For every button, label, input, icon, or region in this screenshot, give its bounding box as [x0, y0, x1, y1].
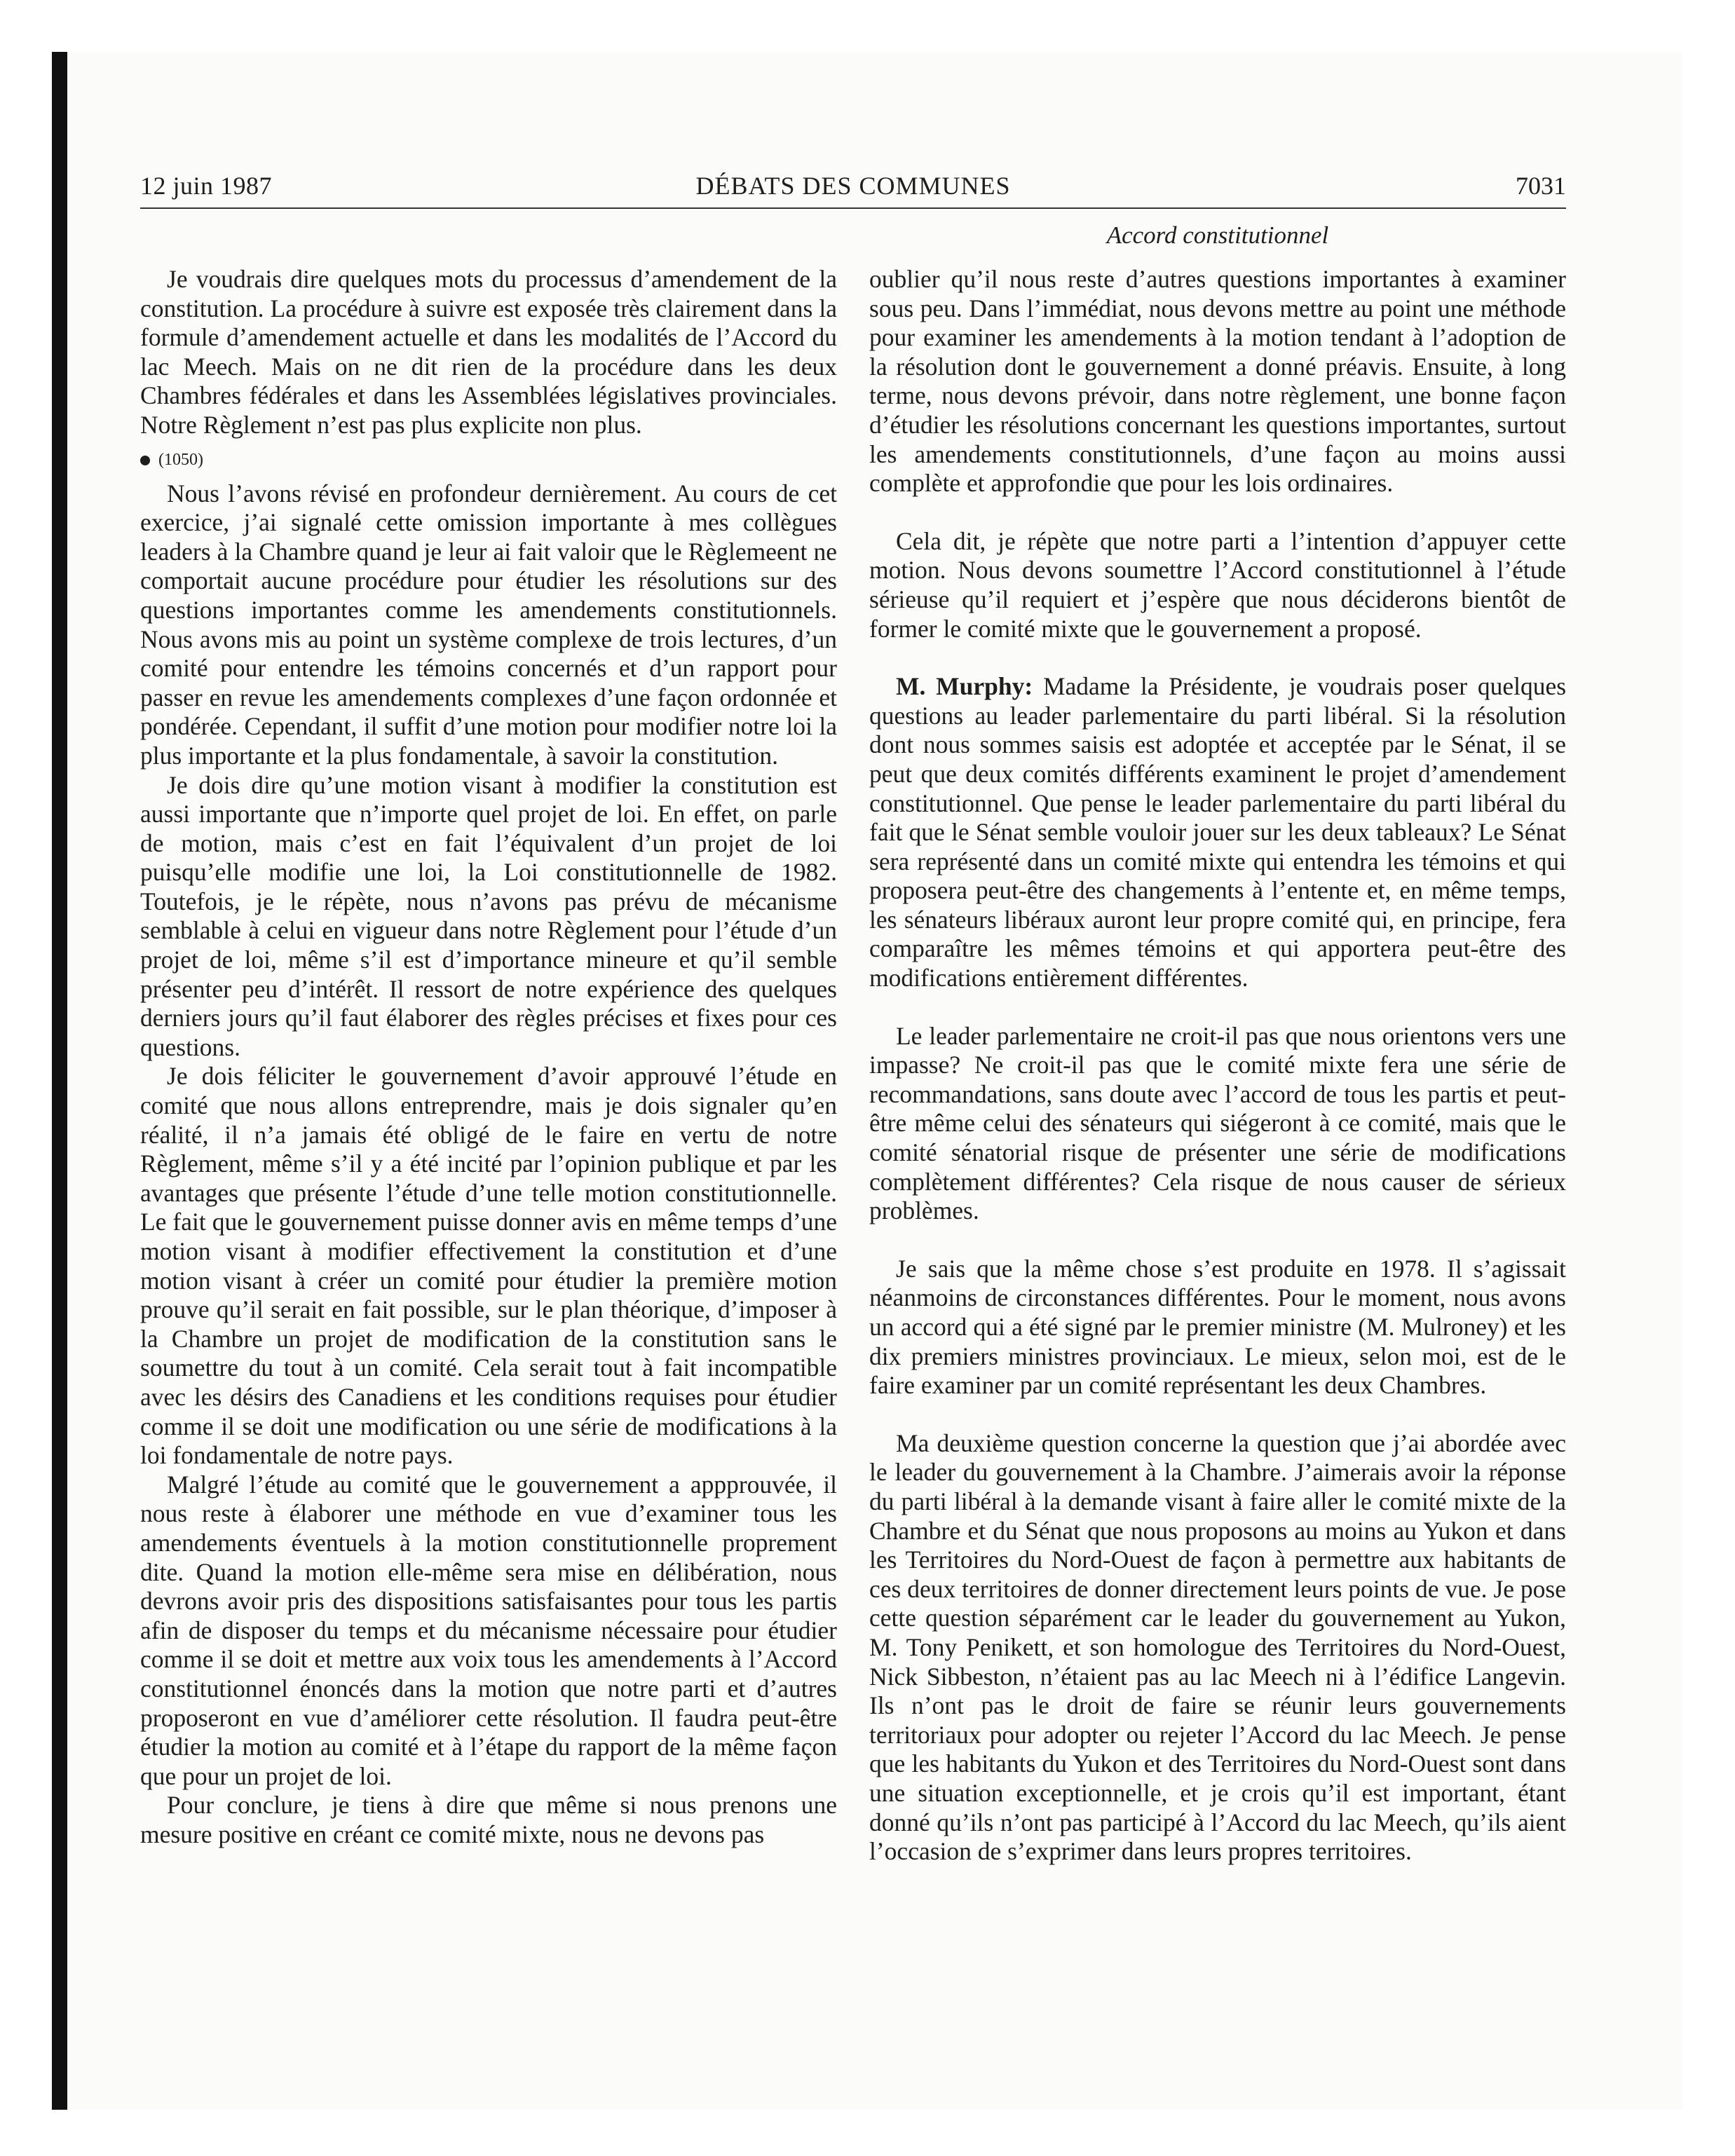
paragraph: Ma deuxième question concerne la question que j’ai abordée avec le leader du gouvernement à la Chambre. J’aimerais avoir la réponse du parti libéral à la demande visant à faire aller le comité mixte de la Chambre et du Sénat que nous proposons au moins au Yukon et dans les Territoires du Nord-Ouest de façon à permettre aux habitants de ces deux territoires de donner directement leurs points de vue. Je pose cette question séparément car le leader du gouvernement au Yukon, M. Tony Penikett, et son homologue des Territoires du Nord-Ouest, Nick Sibbeston, n’étaient pas au lac Meech ni à l’édifice Langevin. Ils n’ont pas le droit de faire se réunir leurs gouvernements territoriaux pour adopter ou rejeter l’Accord du lac Meech. Je pense que les habitants du Yukon et des Territoires du Nord-Ouest sont dans une situation exceptionnelle, et je crois qu’il est important, étant donné qu’ils n’ont pas participé à l’Accord du lac Meech, qu’ils aient l’occasion de s’exprimer dans leurs propres territoires. — [869, 1428, 1566, 1866]
paragraph: Nous l’avons révisé en profondeur dernièrement. Au cours de cet exercice, j’ai signalé cette omission importante à mes collègues leaders à la Chambre quand je leur ai fait valoir que le Règlemeent ne comportait aucune procédure pour étudier les résolutions sur des questions importantes comme les amendements constitutionnels. Nous avons mis au point un système complexe de trois lectures, d’un comité pour entendre les témoins concernés et d’un rapport pour passer en revue les amendements complexes d’une façon ordonnée et pondérée. Cependant, il suffit d’une motion pour modifier notre loi la plus importante et la plus fondamentale, à savoir la constitution. — [140, 479, 837, 770]
paragraph: Le leader parlementaire ne croit-il pas que nous orientons vers une impasse? Ne croit-il pas que le comité mixte fera une série de recommandations, sans doute avec l’accord de tous les partis et peut-être même celui des sénateurs qui siégeront à ce comité, mais que le comité sénatorial risque de présenter une série de modifications complètement différentes? Cela risque de nous causer de sérieux problèmes. — [869, 1021, 1566, 1225]
paragraph: Cela dit, je répète que notre parti a l’intention d’appuyer cette motion. Nous devons soumettre l’Accord constitutionnel à l’étude sérieuse qu’il requiert et j’espère que nous déciderons bientôt de former le comité mixte que le gouvernement a proposé. — [869, 526, 1566, 643]
paragraph: oublier qu’il nous reste d’autres questions importantes à examiner sous peu. Dans l’immédiat, nous devons mettre au point une méthode pour examiner les amendements à la motion tendant à l’adoption de la résolution dont le gouvernement a donné préavis. Ensuite, à long terme, nous devons prévoir, dans notre règlement, une bonne façon d’étudier les résolutions concernant les questions importantes, surtout les amendements constitutionnels, d’une façon au moins aussi complète et approfondie que pour les lois ordinaires. — [869, 265, 1566, 498]
speech-paragraph — [869, 672, 1566, 993]
page-number: 7031 — [1516, 172, 1566, 200]
header-date: 12 juin 1987 — [140, 172, 273, 200]
speech-text: Madame la Présidente, je voudrais poser quelques questions au leader parlementaire du parti libéral. Si la résolution dont nous sommes saisis est adoptée et acceptée par le Sénat, il se peut que deux comités différents examinent le projet d’amendement constitutionnel. Que pense le leader parlementaire du parti libéral du fait que le Sénat semble vouloir jouer sur les deux tableaux? Le Sénat sera représenté dans un comité mixte qui entendra les témoins et qui proposera peut-être des changements à l’entente et, en même temps, les sénateurs libéraux auront leur propre comité qui, en principe, fera comparaître les mêmes témoins et qui apportera peut-être des modifications entièrement différentes. — [869, 672, 1567, 992]
running-header — [140, 171, 1566, 209]
bullet-icon — [140, 456, 150, 465]
header-title: DÉBATS DES COMMUNES — [695, 172, 1011, 200]
paragraph: Je dois féliciter le gouvernement d’avoir approuvé l’étude en comité que nous allons entreprendre, mais je dois signaler qu’en réalité, il n’a jamais été obligé de le faire en vertu de notre Règlement, même s’il y a été incité par l’opinion publique et par les avantages que présente l’étude d’une telle motion constitutionnelle. Le fait que le gouvernement puisse donner avis en même temps d’une motion visant à modifier effectivement la constitution et d’une motion visant à créer un comité pour étudier la première motion prouve qu’il serait en fait possible, sur le plan théorique, d’imposer à la Chambre un projet de modification de la constitution sans le soumettre du tout à un comité. Cela serait tout à fait incompatible avec les désirs des Canadiens et les conditions requises pour étudier comme il se doit une modification ou une série de modifications à la loi fondamentale de notre pays. — [140, 1062, 837, 1470]
paragraph: Je dois dire qu’une motion visant à modifier la constitution est aussi importante que n’importe quel projet de loi. En effet, on parle de motion, mais c’est en fait l’équivalent d’un projet de loi puisqu’elle modifie une loi, la Loi constitutionnelle de 1982. Toutefois, je le répète, nous n’avons pas prévu de mécanisme semblable à celui en vigueur dans notre Règlement pour l’étude d’un projet de loi, même s’il est d’importance mineure et qu’il semble présenter peu d’intérêt. Il ressort de notre expérience des quelques derniers jours qu’il faut élaborer des règles précises et fixes pour ces questions. — [140, 770, 837, 1061]
right-column — [869, 265, 1566, 1867]
timestamp-text: (1050) — [158, 450, 203, 469]
left-column — [140, 265, 837, 1849]
scan-edge — [52, 52, 67, 2110]
paragraph: Je voudrais dire quelques mots du processus d’amendement de la constitution. La procédure à suivre est exposée très clairement dans la formule d’amendement actuelle et dans les modalités de l’Accord du lac Meech. Mais on ne dit rien de la procédure dans les deux Chambres fédérales et dans les Assemblées législatives provinciales. Notre Règlement n’est pas plus explicite non plus. — [140, 265, 837, 439]
paragraph: Je sais que la même chose s’est produite en 1978. Il s’agissait néanmoins de circonstances différentes. Pour le moment, nous avons un accord qui a été signé par le premier ministre (M. Mulroney) et les dix premiers ministres provinciaux. Le mieux, selon moi, est de le faire examiner par un comité représentant les deux Chambres. — [869, 1254, 1566, 1400]
speaker-name: M. Murphy: — [896, 672, 1033, 701]
section-title: Accord constitutionnel — [1106, 221, 1329, 249]
paragraph: Malgré l’étude au comité que le gouvernement a appprouvée, il nous reste à élaborer une méthode en vue d’examiner tous les amendements éventuels à la motion constitutionnelle proprement dite. Quand la motion elle-même sera mise en délibération, nous devrons avoir pris des dispositions satisfaisantes pour tous les partis afin de disposer du temps et du mécanisme nécessaire pour étudier comme il se doit et mettre aux voix tous les amendements à l’Accord constitutionnel énoncés dans la motion que notre parti et d’autres proposeront en vue d’améliorer cette résolution. Il faudra peut-être étudier la motion au comité et à l’étape du rapport de la même façon que pour un projet de loi. — [140, 1470, 837, 1790]
timestamp-marker — [140, 440, 837, 479]
paragraph: Pour conclure, je tiens à dire que même si nous prenons une mesure positive en créant ce comité mixte, nous ne devons pas — [140, 1791, 837, 1848]
